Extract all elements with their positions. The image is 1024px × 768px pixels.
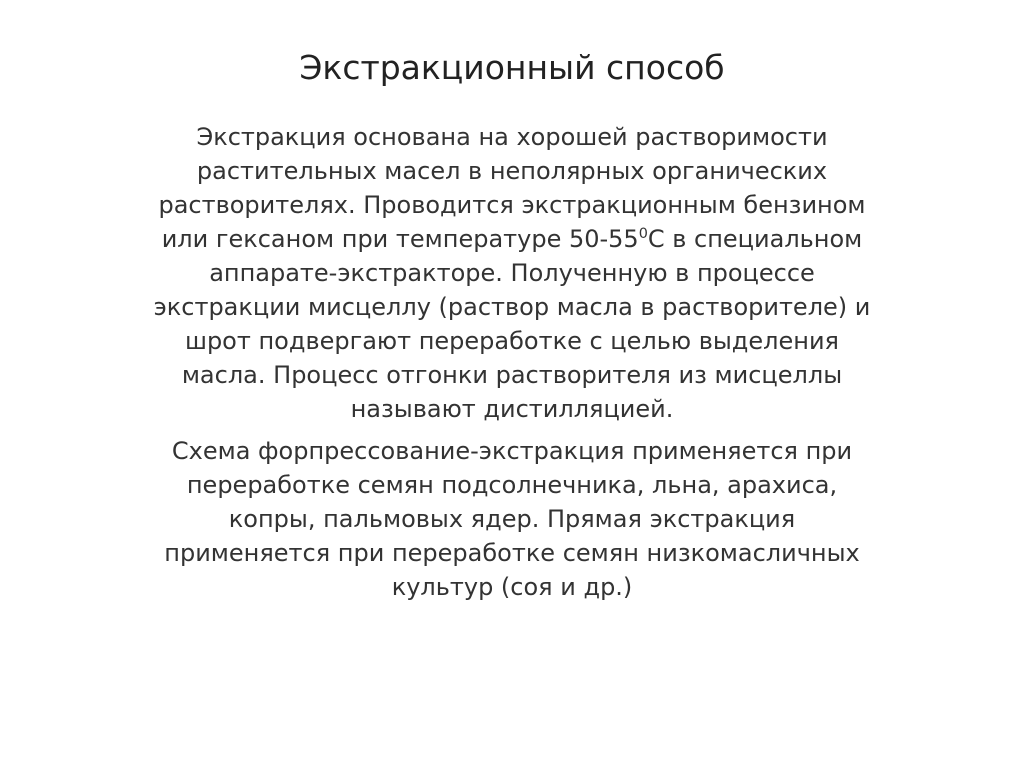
- text-line: или гексаном при температуре 50-55: [161, 225, 639, 253]
- text-line: растворителях. Проводится экстракционным бензином: [158, 191, 866, 219]
- text-line: называют дистилляцией.: [350, 395, 674, 423]
- text-line: С в специальном: [647, 225, 863, 253]
- text-line: масла. Процесс отгонки растворителя из мисцеллы: [181, 361, 843, 389]
- paragraph-extraction-basis: [60, 120, 964, 426]
- paragraph-scheme: [60, 434, 964, 604]
- text-line: переработке семян подсолнечника, льна, арахиса,: [186, 471, 838, 499]
- degree-superscript: 0: [638, 226, 648, 242]
- text-line: растительных масел в неполярных органических: [196, 157, 828, 185]
- slide-body: [60, 120, 964, 604]
- text-line: экстракции мисцеллу (раствор масла в растворителе) и: [153, 293, 871, 321]
- text-line: копры, пальмовых ядер. Прямая экстракция: [228, 505, 796, 533]
- text-line: культур (соя и др.): [391, 573, 633, 601]
- text-line: Схема форпрессование-экстракция применяется при: [171, 437, 853, 465]
- text-line: шрот подвергают переработке с целью выделения: [184, 327, 839, 355]
- text-line: Экстракция основана на хорошей растворимости: [196, 123, 828, 151]
- text-line: применяется при переработке семян низкомасличных: [164, 539, 860, 567]
- text-line: аппарате-экстракторе. Полученную в процессе: [209, 259, 815, 287]
- slide-title: Экстракционный способ: [299, 48, 725, 87]
